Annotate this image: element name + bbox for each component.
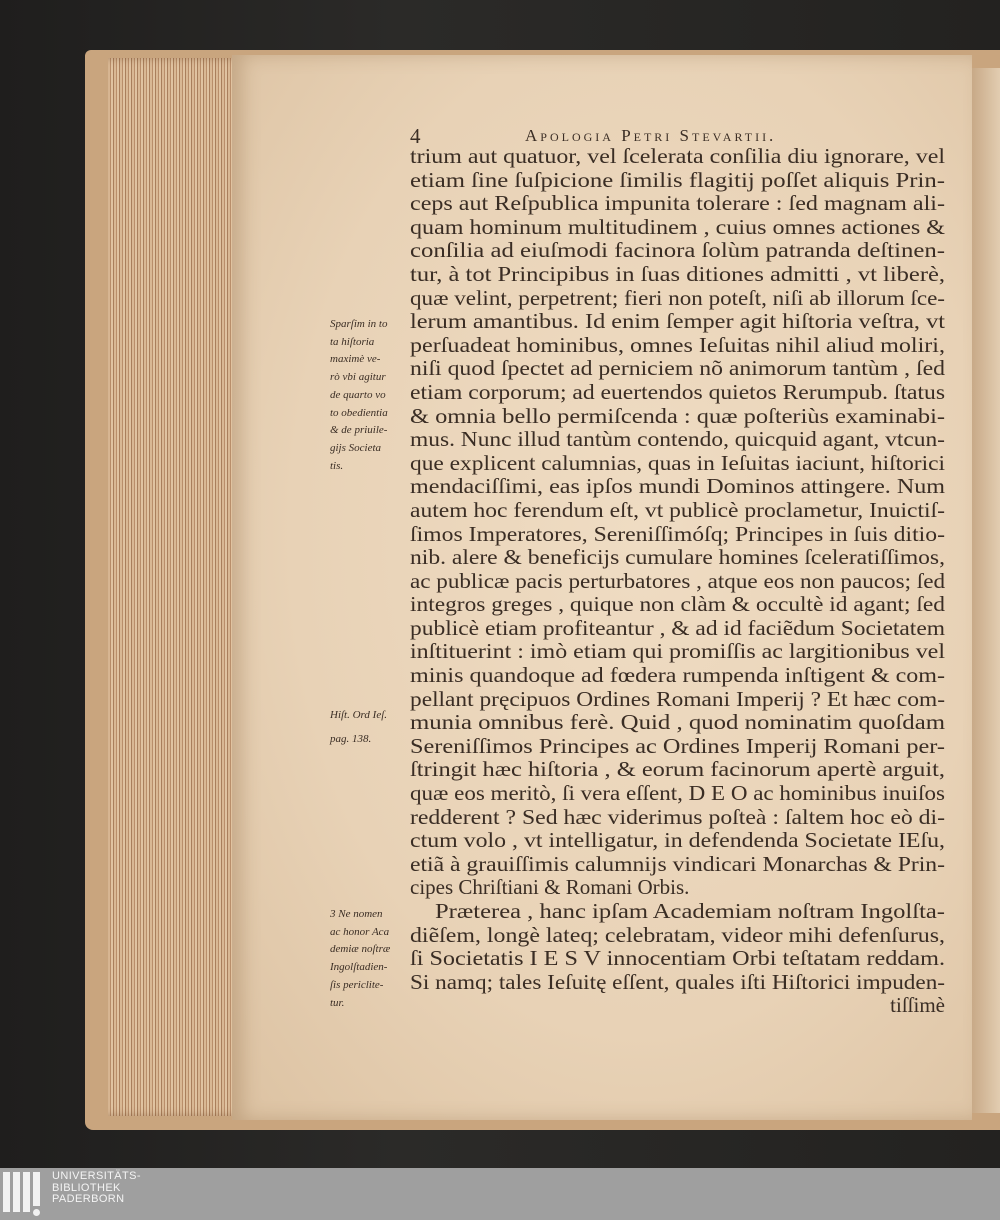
text-line: ſi Societatis I E S V innocentiam Orbi teſtatam reddam. <box>410 946 945 971</box>
text-line: minis quandoque ad fœdera rumpenda inſtigent & com- <box>410 663 945 688</box>
marginal-note-line: Ingolſtadien- <box>330 961 388 974</box>
marginal-note-line: 3 Ne nomen <box>330 908 383 920</box>
marginal-note-line: to obedientia <box>330 406 388 419</box>
page-number: 4 <box>410 124 421 148</box>
marginal-note-line: ac honor Aca <box>330 925 390 938</box>
marginal-note-line: Sparſim in to <box>330 318 388 330</box>
marginal-note-line: ta hiſtoria <box>330 335 375 348</box>
text-line: perſuadeat hominibus, omnes Ieſuitas nihil aliud moliri, <box>410 332 945 357</box>
library-logo-text <box>52 1171 141 1206</box>
text-line: niſi quod ſpectet ad perniciem nõ animorum tantùm , ſed <box>410 356 945 381</box>
text-line: munia omnibus ferè. Quid , quod nominatim quoſdam <box>410 710 945 735</box>
text-line: Sereniſſimos Principes ac Ordines Imperij Romani per- <box>410 733 945 758</box>
text-line: mus. Nunc illud tantùm contendo, quicquid agant, vtcun- <box>410 427 945 452</box>
text-line: Præterea , hanc ipſam Academiam noſtram Ingolſta- <box>435 899 945 923</box>
marginal-note <box>330 704 410 751</box>
text-line: quæ eos meritò, ſi vera eſſent, D E O ac hominibus inuiſos <box>410 781 945 806</box>
marginal-note-line: rò vbi agitur <box>330 371 386 384</box>
logo-line: BIBLIOTHEK <box>52 1181 121 1194</box>
text-line: ſimos Imperatores, Sereniſſimóſq; Principes in ſuis ditio- <box>410 521 945 546</box>
text-line: ſtringit hæc hiſtoria , & eorum facinorum apertè arguit, <box>410 757 945 782</box>
text-line: quæ velint, perpetrent; fieri non poteſt, niſi ab illorum ſce- <box>410 285 945 310</box>
text-line: publicè etiam profiteantur , & ad id faciẽdum Societatem <box>410 615 945 640</box>
library-logo-icon <box>3 1172 47 1218</box>
text-line: etiam corporum; ad euertendos quietos Rerumpub. ſtatus <box>410 379 945 404</box>
text-line: nib. alere & beneficijs cumulare homines ſceleratiſſimos, <box>410 545 945 570</box>
marginal-note-line: tis. <box>330 459 344 472</box>
text-line: redderent ? Sed hæc viderimus poſteà : ſaltem hoc eò di- <box>410 804 945 829</box>
text-line: Si namq; tales Ieſuitę eſſent, quales iſti Hiſtorici impuden- <box>410 969 945 994</box>
text-line: ceps aut Reſpublica impunita tolerare : ſed magnam ali- <box>410 191 945 216</box>
marginal-note <box>330 316 410 475</box>
marginal-note-line: & de priuile- <box>330 424 388 437</box>
logo-line: PADERBORN <box>52 1193 125 1205</box>
marginal-note-line: Hiſt. Ord Ieſ. <box>330 709 388 721</box>
text-line: etiã à grauiſſimis calumnijs vindicari Monarchas & Prin- <box>410 851 945 876</box>
marginal-note-line: ſis periclite- <box>330 978 384 991</box>
text-line: ac publicæ pacis perturbatores , atque eos non paucos; ſed <box>410 568 945 593</box>
marginal-note-line: de quarto vo <box>330 388 386 401</box>
text-line: cipes Chriſtiani & Romani Orbis. <box>410 875 690 900</box>
facing-page-edge <box>972 68 1000 1113</box>
text-line: ctum volo , vt intelligatur, in defendenda Societate IEſu, <box>410 828 945 853</box>
text-line: autem hoc ferendum eſt, vt publicè proclametur, Inuictiſ- <box>410 497 945 522</box>
text-line: diẽſem, longè lateq; celebratam, videor mihi defenſurus, <box>410 922 945 947</box>
text-line: lerum amantibus. Id enim ſemper agit hiſtoria veſtra, vt <box>410 309 945 334</box>
marginal-note-line: gijs Societa <box>330 441 382 454</box>
logo-line: UNIVERSITÄTS- <box>52 1170 141 1182</box>
running-head: Apologia Petri Stevartii. <box>525 126 777 145</box>
text-line: integros greges , quique non clàm & occultè id agant; ſed <box>410 592 945 617</box>
text-line: quam hominum multitudinem , cuius omnes actiones & <box>410 214 945 239</box>
text-line: mendaciſſimi, eas ipſos mundi Dominos attingere. Num <box>410 474 945 499</box>
text-line: trium aut quatuor, vel ſcelerata conſilia diu ignorare, vel <box>410 144 945 168</box>
text-line: pellant pręcipuos Ordines Romani Imperij ? Et hæc com- <box>410 686 945 711</box>
marginal-note-line: tur. <box>330 996 345 1009</box>
marginal-note-line: maximè ve- <box>330 353 381 366</box>
text-line: tiſſimè <box>890 993 945 1018</box>
text-line: & omnia bello permiſcenda : quæ poſteriùs examinabi- <box>410 403 945 428</box>
text-line: inſtituerint : imò etiam qui promiſſis ac largitionibus vel <box>410 639 945 664</box>
text-line: que explicent calumnias, quas in Ieſuitas iaciunt, hiſtorici <box>410 450 945 475</box>
text-line: etiam ſine ſuſpicione ſimilis flagitij poſſet aliquis Prin- <box>410 167 945 192</box>
footer-bar <box>0 1168 1000 1220</box>
marginal-note-line: demiæ noſtræ <box>330 943 391 956</box>
marginal-note <box>330 906 410 1012</box>
main-text <box>410 145 945 1018</box>
text-line: tur, à tot Principibus in ſuas ditiones admitti , vt liberè, <box>410 261 945 286</box>
text-line: conſilia ad eiuſmodi facinora ſolùm patranda deſtinen- <box>410 238 945 263</box>
marginal-note-line: pag. 138. <box>330 732 372 745</box>
